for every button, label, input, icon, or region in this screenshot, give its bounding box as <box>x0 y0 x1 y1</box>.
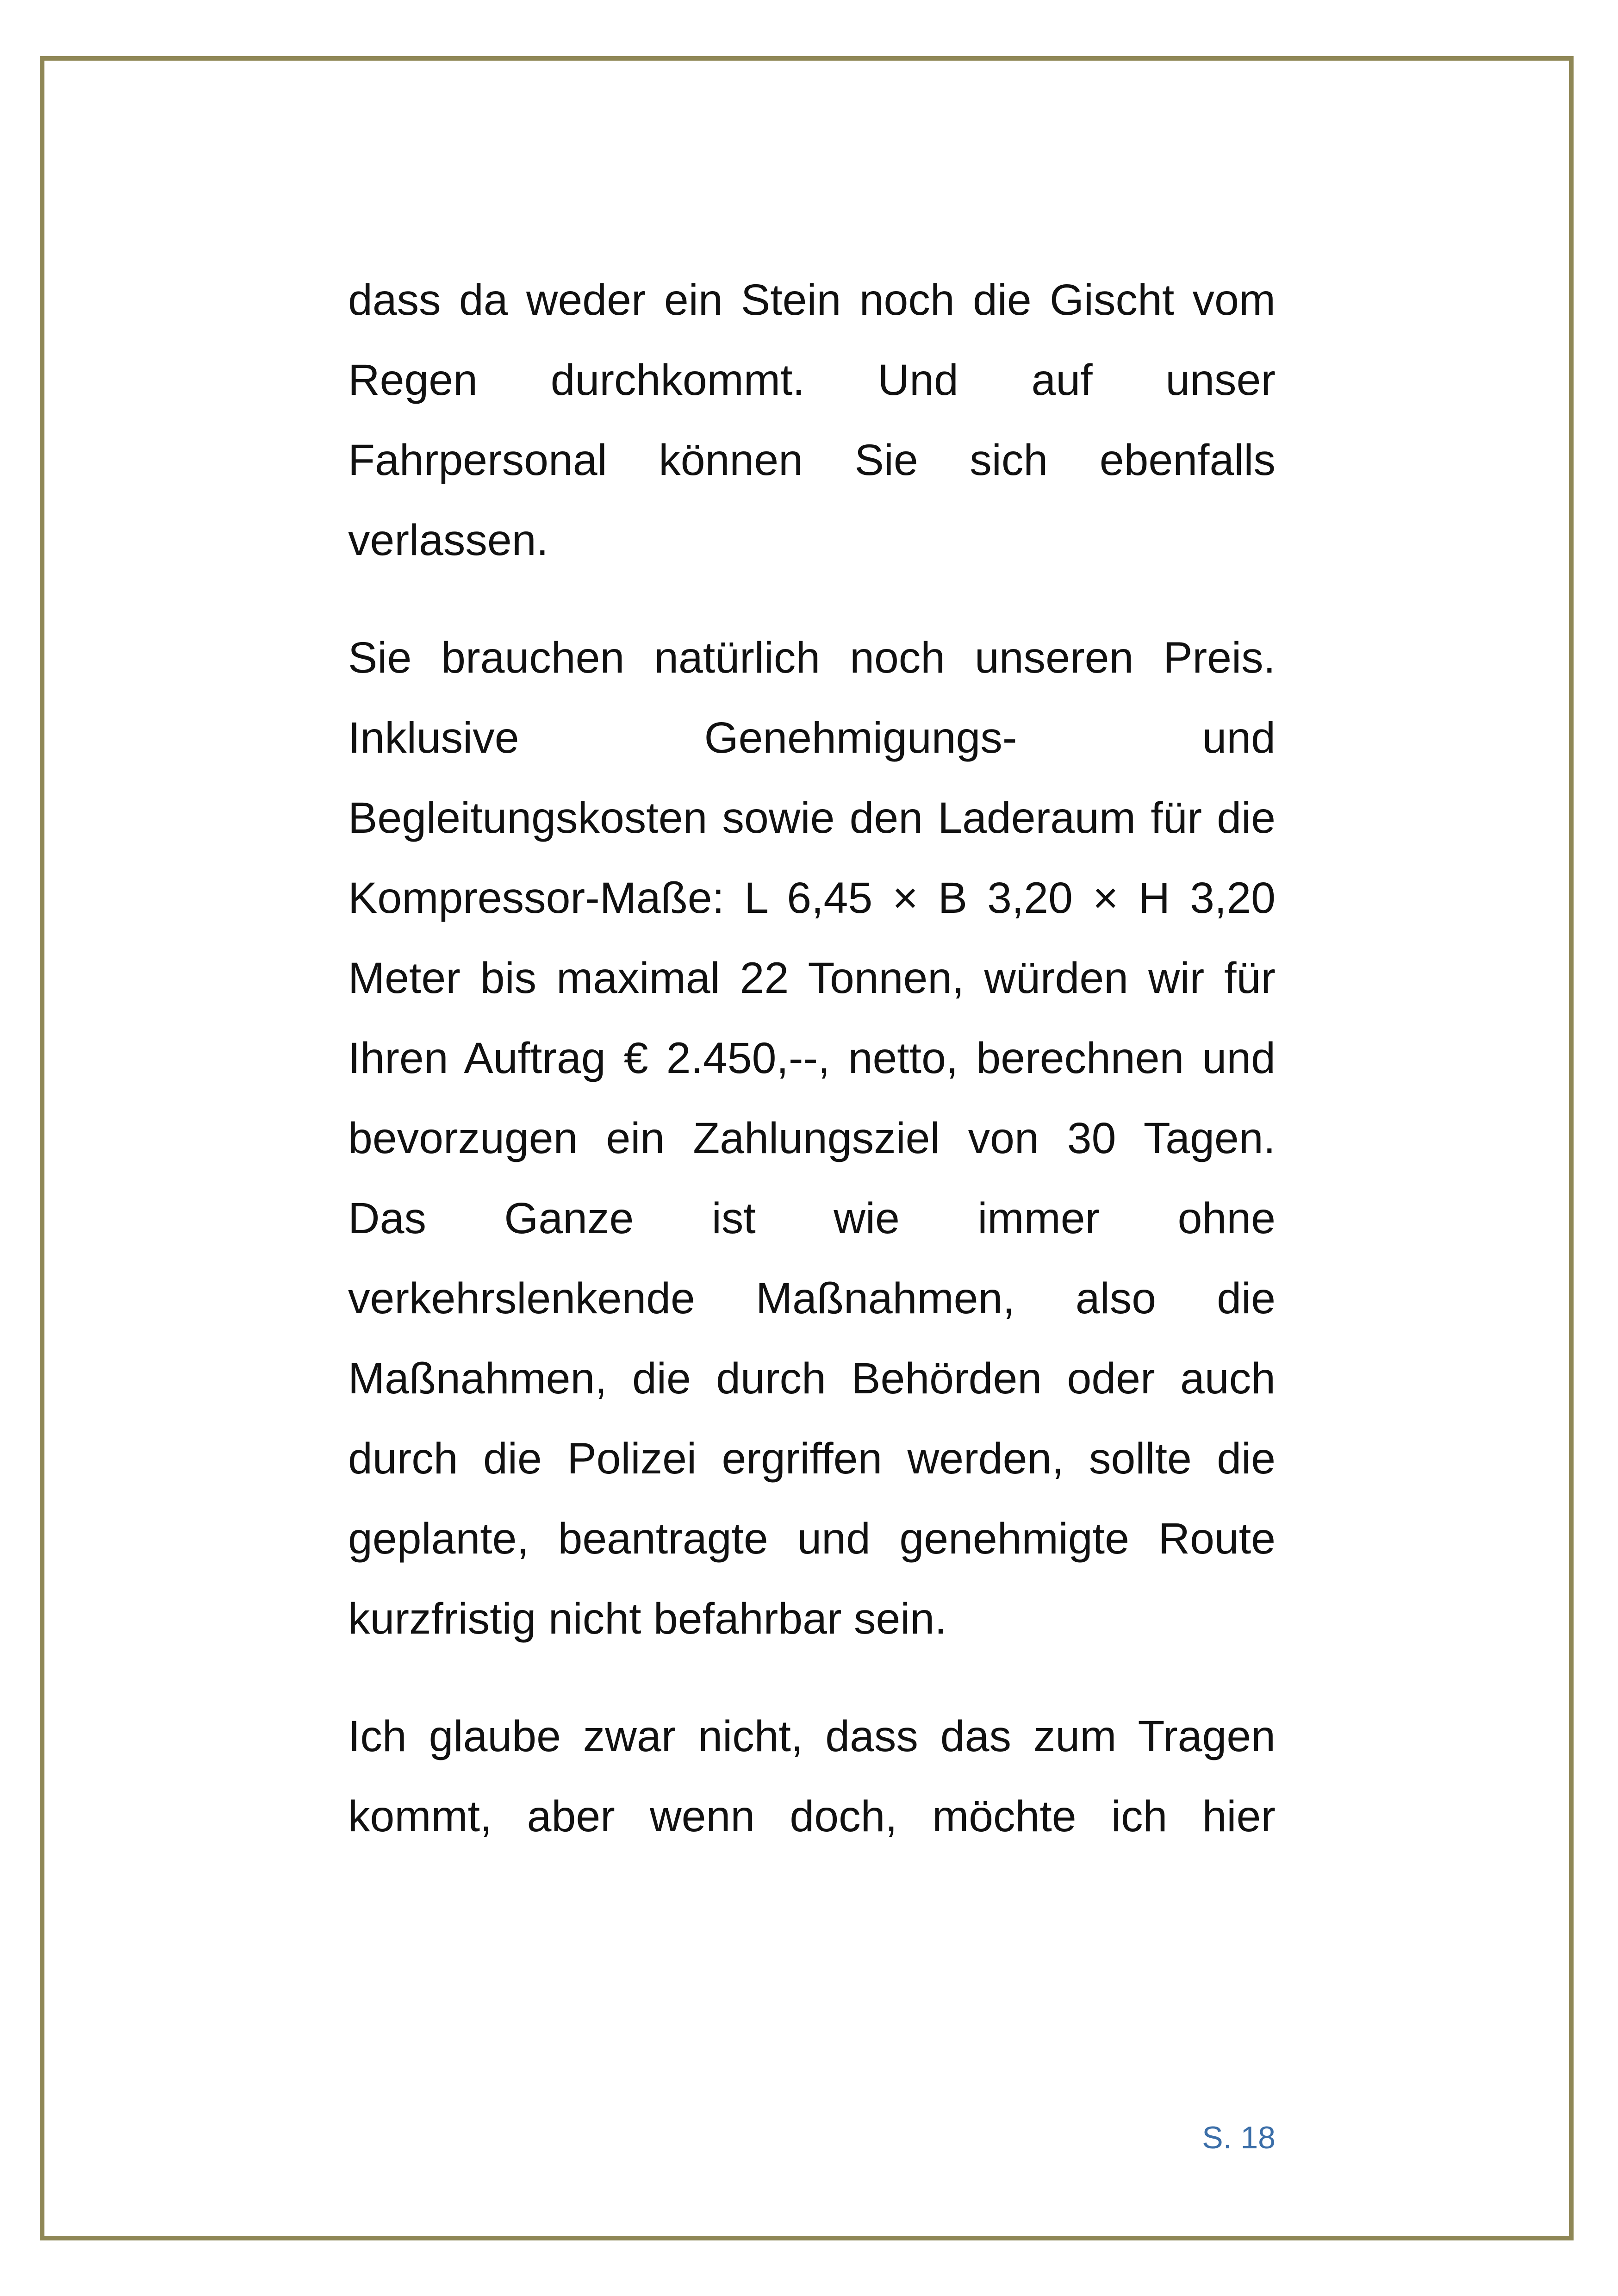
body-text <box>348 260 1276 1857</box>
paragraph-3: Ich glaube zwar nicht, dass das zum Tragen kommt, aber wenn doch, möchte ich hier <box>348 1712 1276 1841</box>
page-number: S. 18 <box>1202 2120 1276 2155</box>
paragraph-2: Sie brauchen natürlich noch unseren Preis. Inklusive Genehmigungs- und Begleitungskosten sowie den Laderaum für die Kompressor-Maße: L 6,45 × B 3,20 × H 3,20 Meter bis maximal 22 Tonnen, würden wir für Ihren Auftrag € 2.450,--, netto, berechnen und bevorzugen ein Zahlungsziel von 30 Tagen. Das Ganze ist wie immer ohne verkehrslenkende Maßnahmen, also die Maßnahmen, die durch Behörden oder auch durch die Polizei ergriffen werden, sollte die geplante, beantragte und genehmigte Route kurzfristig nicht befahrbar sein. <box>348 633 1276 1643</box>
paragraph-1: dass da weder ein Stein noch die Gischt vom Regen durchkommt. Und auf unser Fahrpersonal können Sie sich ebenfalls verlassen. <box>348 275 1276 565</box>
